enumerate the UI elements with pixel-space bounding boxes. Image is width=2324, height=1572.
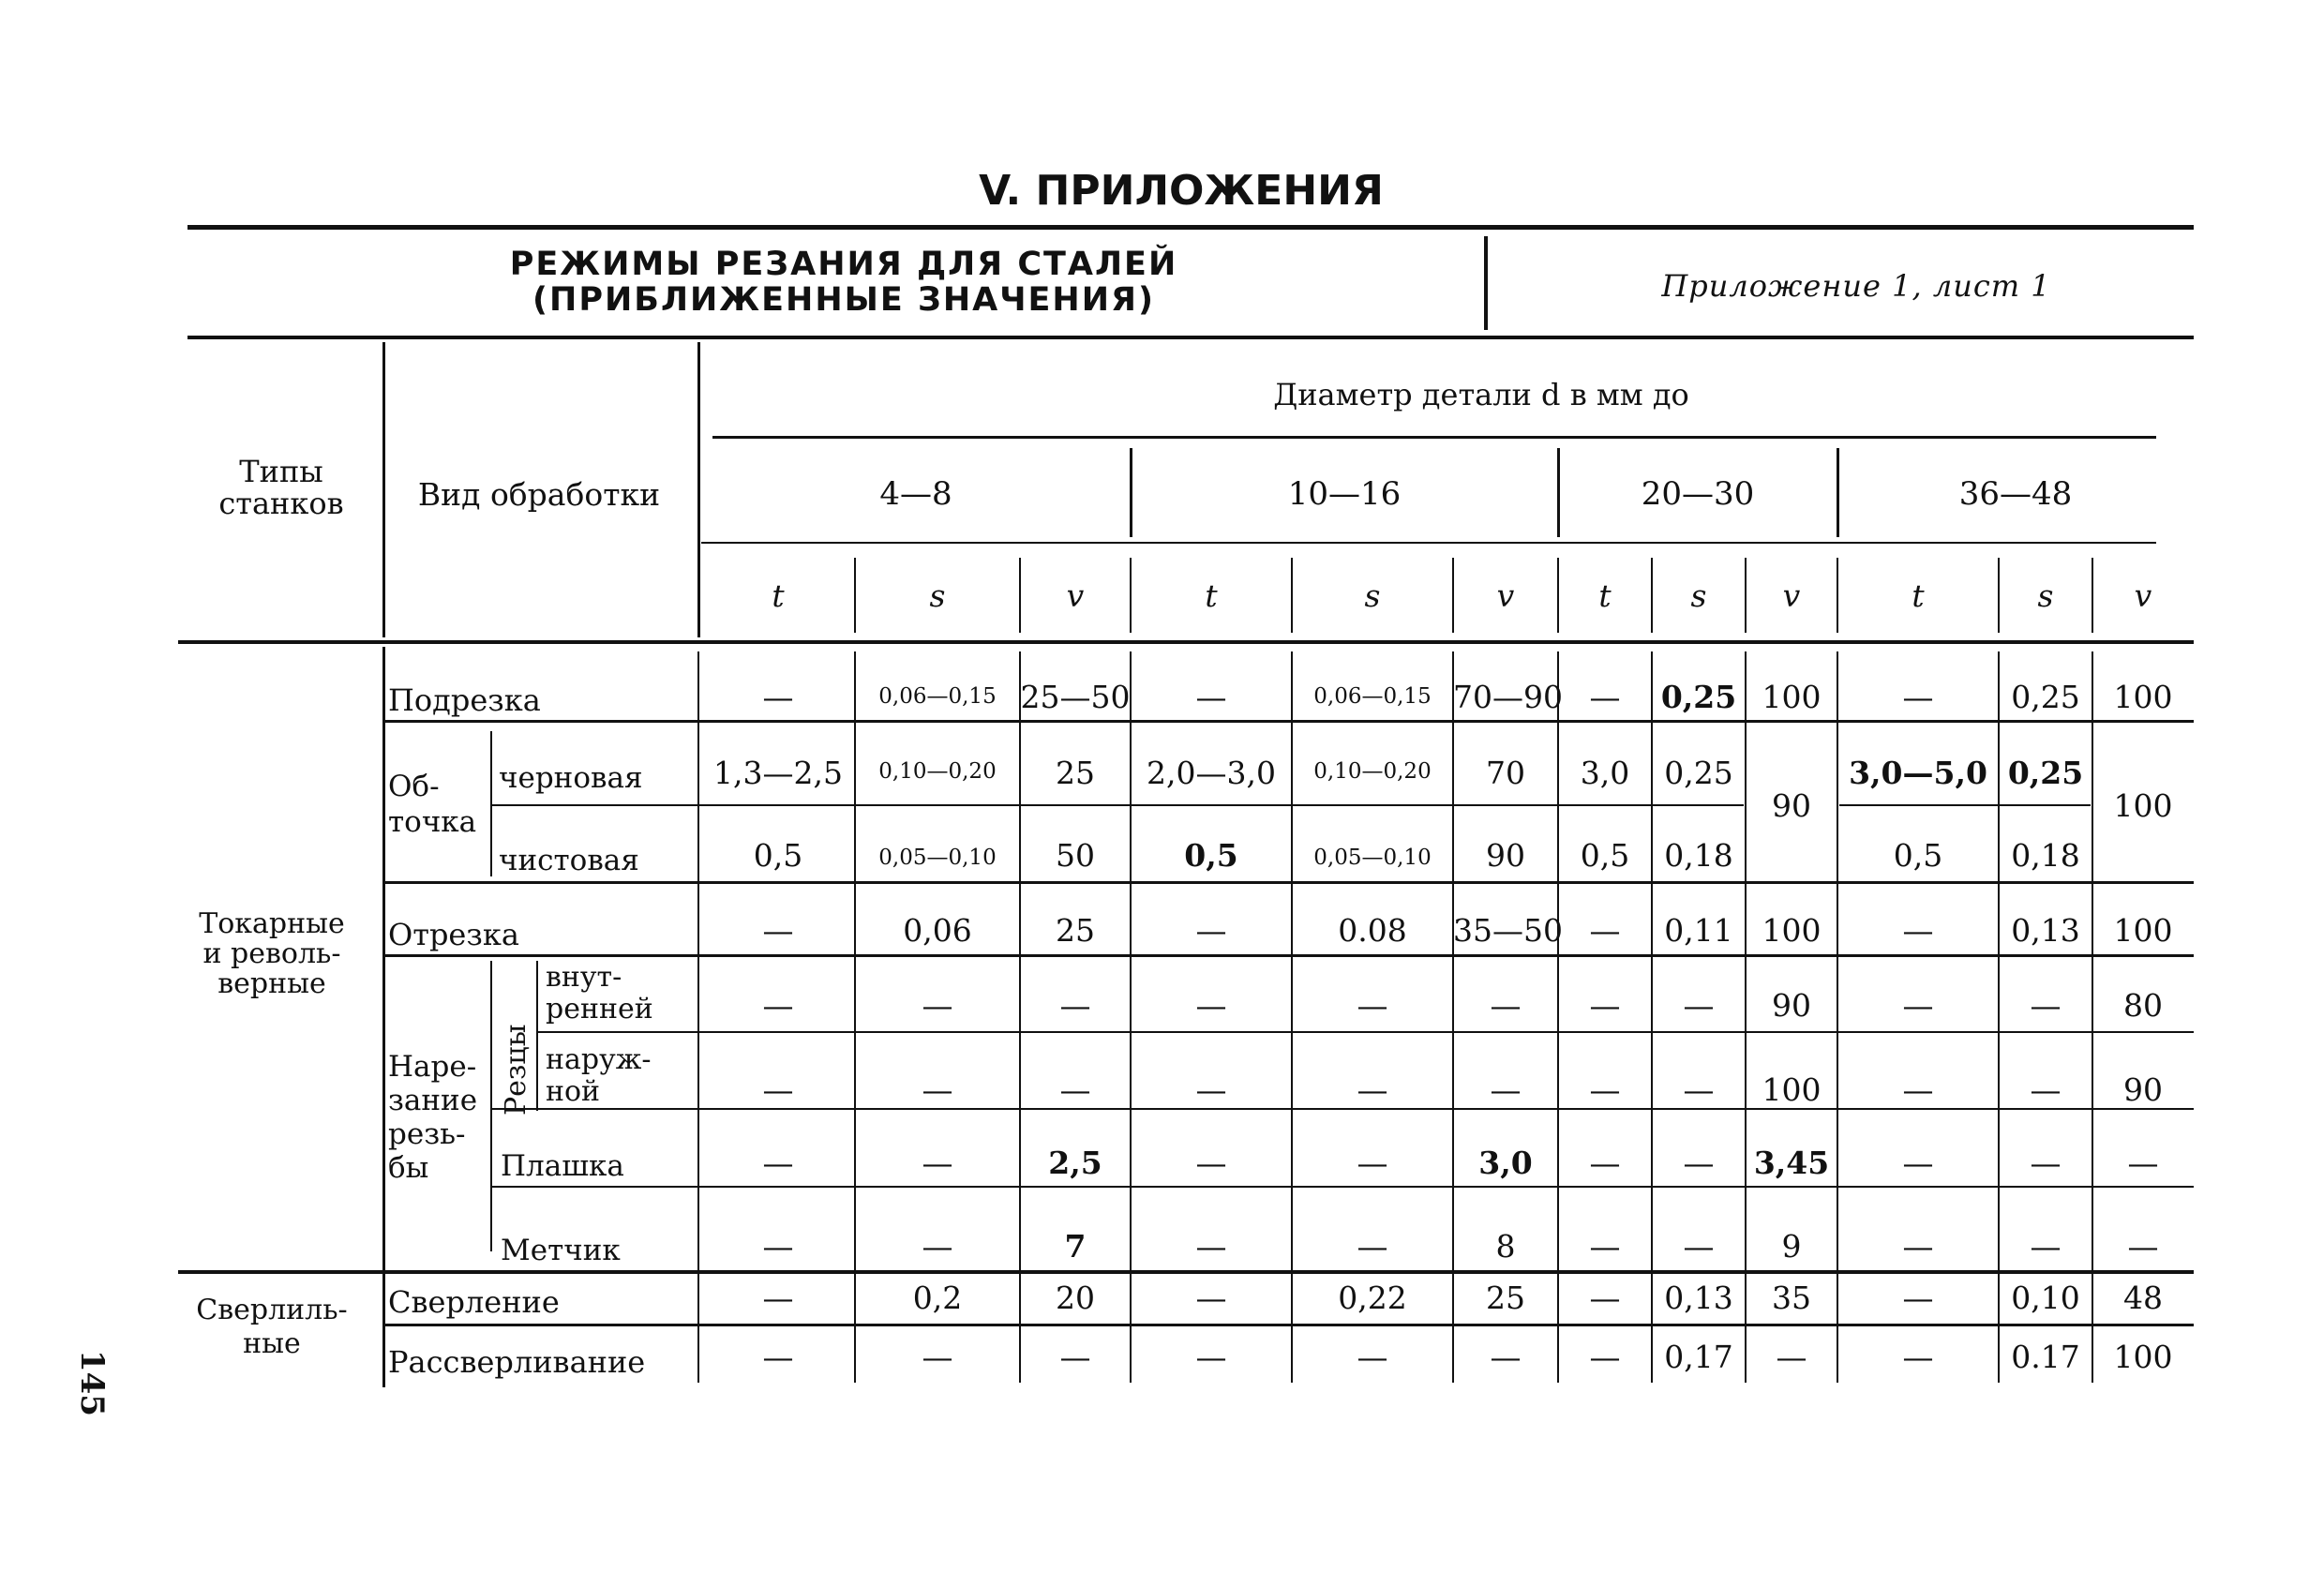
cell-otrezka: 100 <box>2113 912 2173 949</box>
cell-chernovaya: 0,25 <box>1664 755 1733 791</box>
cell-sverlenie: 48 <box>2123 1280 2163 1316</box>
rule-under-title <box>187 336 2194 339</box>
param-header: v <box>1496 577 1515 614</box>
cell-rassverlivanie: — <box>1589 1339 1621 1375</box>
cell-plashka: — <box>2030 1145 2062 1181</box>
cell-otrezka: 0,13 <box>2011 912 2080 949</box>
cell-rassverlivanie: — <box>1902 1339 1934 1375</box>
cell-metchik: — <box>922 1228 953 1265</box>
cell-chernovaya: 70 <box>1486 755 1525 791</box>
cell-chistovaya: 0,5 <box>753 837 803 874</box>
row-rule <box>384 720 2194 723</box>
cell-sverlenie: — <box>1589 1280 1621 1316</box>
cell-plashka: — <box>2127 1145 2159 1181</box>
cell-naruzhnoy: — <box>922 1071 953 1108</box>
cell-vnutrenney: — <box>1902 987 1934 1024</box>
cell-metchik: — <box>1357 1228 1388 1265</box>
row-rule <box>384 881 2194 884</box>
section-title: V. ПРИЛОЖЕНИЯ <box>979 167 1384 215</box>
header-machine-types: Типы станков <box>218 454 344 521</box>
label-rassverlivanie: Рассверливание <box>388 1344 646 1380</box>
cell-naruzhnoy: — <box>1683 1071 1715 1108</box>
group-sep-1 <box>1130 448 1132 537</box>
cell-plashka: 2,5 <box>1048 1145 1102 1181</box>
param-header: v <box>1066 577 1085 614</box>
cell-chistovaya: 50 <box>1056 837 1095 874</box>
cell-rassverlivanie: — <box>1195 1339 1227 1375</box>
cell-chernovaya: 3,0—5,0 <box>1849 755 1987 791</box>
group-sep-2 <box>1557 448 1560 537</box>
cell-metchik: 7 <box>1064 1228 1087 1265</box>
label-chistovaya: чистовая <box>499 844 639 877</box>
row-rule-obtochka-mid-2 <box>1839 804 2091 806</box>
cell-rassverlivanie: 0,17 <box>1664 1339 1733 1375</box>
cell-chistovaya: 0,05—0,10 <box>878 846 997 870</box>
cell-naruzhnoy: — <box>1902 1071 1934 1108</box>
param-header: t <box>1598 577 1612 614</box>
cell-metchik: — <box>1902 1228 1934 1265</box>
cell-naruzhnoy: — <box>1589 1071 1621 1108</box>
cell-naruzhnoy: — <box>1357 1071 1388 1108</box>
cell-metchik: — <box>1589 1228 1621 1265</box>
cell-chistovaya: 0,18 <box>1664 837 1733 874</box>
header-op-col-line <box>697 342 700 637</box>
cell-podrezka: — <box>1195 679 1227 715</box>
cell-chistovaya: 0,05—0,10 <box>1313 846 1432 870</box>
cell-chistovaya: 0,18 <box>2011 837 2080 874</box>
cell-naruzhnoy: — <box>2030 1071 2062 1108</box>
cell-metchik: — <box>1195 1228 1227 1265</box>
cell-rassverlivanie: — <box>1059 1339 1091 1375</box>
cell-vnutrenney: — <box>2030 987 2062 1024</box>
label-reztsy: Резцы <box>500 1024 532 1115</box>
cell-chistovaya: 0,5 <box>1893 837 1943 874</box>
cell-vnutrenney: 90 <box>1772 987 1811 1024</box>
cell-vnutrenney: — <box>1683 987 1715 1024</box>
narezanie-sub-line <box>490 961 492 1251</box>
cell-chistovaya: 0,5 <box>1184 837 1238 874</box>
param-sep <box>1837 558 1838 633</box>
cell-vnutrenney: — <box>1490 987 1522 1024</box>
cell-sverlenie: 20 <box>1056 1280 1095 1316</box>
cell-sverlenie: 35 <box>1772 1280 1811 1316</box>
cell-otrezka: 0.08 <box>1338 912 1407 949</box>
cell-sverlenie: 0,13 <box>1664 1280 1733 1316</box>
param-sep <box>2092 558 2093 633</box>
reztsy-sub-line <box>536 961 538 1111</box>
param-header: s <box>1690 577 1707 614</box>
cell-sverlenie: — <box>1195 1280 1227 1316</box>
section-rule <box>178 1270 2194 1274</box>
cell-otrezka: — <box>762 912 794 949</box>
label-podrezka: Подрезка <box>388 682 541 718</box>
cell-obtochka-merged: 90 <box>1772 787 1811 824</box>
header-diam-rule <box>712 436 2156 439</box>
label-vnutrenney: внут- ренней <box>546 961 653 1026</box>
label-sverlenie: Сверление <box>388 1284 560 1320</box>
group-drilling: Сверлиль- ные <box>196 1294 348 1360</box>
cell-podrezka: — <box>1902 679 1934 715</box>
cell-plashka: 3,45 <box>1753 1145 1830 1181</box>
cell-otrezka: — <box>1902 912 1934 949</box>
cell-podrezka: 0,06—0,15 <box>878 684 997 709</box>
param-sep <box>1745 558 1747 633</box>
row-rule <box>492 1108 2194 1110</box>
header-group-rule <box>701 542 2156 544</box>
cell-otrezka: 35—50 <box>1453 912 1563 949</box>
cell-rassverlivanie: — <box>762 1339 794 1375</box>
cell-chernovaya: 25 <box>1056 755 1095 791</box>
body-label-left-line <box>382 647 385 1387</box>
param-header: s <box>929 577 946 614</box>
cell-podrezka: 0,06—0,15 <box>1313 684 1432 709</box>
param-sep <box>1452 558 1454 633</box>
param-sep <box>1019 558 1021 633</box>
cell-chernovaya: 0,10—0,20 <box>878 759 997 784</box>
cell-podrezka: 0,25 <box>1660 679 1737 715</box>
row-rule-obtochka-mid <box>492 804 1744 806</box>
appendix-ref: Приложение 1, лист 1 <box>1661 268 2051 304</box>
table-title-line1: РЕЖИМЫ РЕЗАНИЯ ДЛЯ СТАЛЕЙ <box>509 246 1178 283</box>
cell-vnutrenney: — <box>922 987 953 1024</box>
cell-sverlenie: — <box>1902 1280 1934 1316</box>
group-label-10-16: 10—16 <box>1287 475 1402 513</box>
cell-otrezka: 0,11 <box>1664 912 1733 949</box>
param-sep <box>1651 558 1653 633</box>
cell-sverlenie: 25 <box>1486 1280 1525 1316</box>
table-title-line2: (ПРИБЛИЖЕННЫЕ ЗНАЧЕНИЯ) <box>532 281 1155 319</box>
label-chernovaya: черновая <box>499 761 643 795</box>
param-header: v <box>1782 577 1801 614</box>
cell-metchik: — <box>2030 1228 2062 1265</box>
label-metchik: Метчик <box>501 1234 621 1267</box>
label-plashka: Плашка <box>501 1149 624 1183</box>
cell-rassverlivanie: — <box>1357 1339 1388 1375</box>
cell-vnutrenney: — <box>1589 987 1621 1024</box>
label-naruzhnoy: наруж- ной <box>546 1043 652 1108</box>
param-header: s <box>1364 577 1381 614</box>
cell-sverlenie: — <box>762 1280 794 1316</box>
cell-plashka: — <box>922 1145 953 1181</box>
cell-otrezka: 25 <box>1056 912 1095 949</box>
cell-chernovaya: 0,25 <box>2007 755 2084 791</box>
cell-podrezka: 100 <box>1762 679 1822 715</box>
cell-vnutrenney: 80 <box>2123 987 2163 1024</box>
label-obtochka: Об- точка <box>388 770 477 839</box>
param-header: t <box>1205 577 1218 614</box>
cell-rassverlivanie: — <box>922 1339 953 1375</box>
group-turning: Токарные и револь- верные <box>199 907 345 1000</box>
group-sep-3 <box>1837 448 1839 537</box>
cell-naruzhnoy: — <box>1490 1071 1522 1108</box>
cell-plashka: — <box>1589 1145 1621 1181</box>
row-rule <box>384 1324 2194 1326</box>
cell-plashka: — <box>1683 1145 1715 1181</box>
cell-metchik: — <box>2127 1228 2159 1265</box>
cell-plashka: — <box>1357 1145 1388 1181</box>
cell-naruzhnoy: 90 <box>2123 1071 2163 1108</box>
cell-podrezka: 25—50 <box>1020 679 1131 715</box>
cell-otrezka: 0,06 <box>903 912 972 949</box>
cell-plashka: — <box>1195 1145 1227 1181</box>
cell-metchik: — <box>762 1228 794 1265</box>
cell-vnutrenney: — <box>1195 987 1227 1024</box>
cell-naruzhnoy: 100 <box>1762 1071 1822 1108</box>
header-diameter: Диаметр детали d в мм до <box>1273 377 1689 412</box>
row-rule <box>384 954 2194 957</box>
param-sep <box>1998 558 2000 633</box>
cell-podrezka: — <box>762 679 794 715</box>
cell-metchik: — <box>1683 1228 1715 1265</box>
header-bottom-rule <box>178 640 2194 644</box>
cell-naruzhnoy: — <box>762 1071 794 1108</box>
page-number: 145 <box>73 1350 111 1416</box>
cell-naruzhnoy: — <box>1195 1071 1227 1108</box>
cell-metchik: 8 <box>1495 1228 1516 1265</box>
cell-vnutrenney: — <box>1357 987 1388 1024</box>
cell-chistovaya: 90 <box>1486 837 1525 874</box>
group-label-36-48: 36—48 <box>1958 475 2073 513</box>
header-left-col-line <box>382 342 385 637</box>
cell-rassverlivanie: — <box>1776 1339 1807 1375</box>
param-header: t <box>1912 577 1925 614</box>
cell-chernovaya: 2,0—3,0 <box>1147 755 1276 791</box>
cell-sverlenie: 0,2 <box>912 1280 963 1316</box>
cell-otrezka: 100 <box>1762 912 1822 949</box>
title-divider <box>1484 236 1488 330</box>
cell-metchik: 9 <box>1781 1228 1802 1265</box>
label-narezanie: Наре- зание резь- бы <box>388 1050 478 1185</box>
cell-plashka: 3,0 <box>1478 1145 1533 1181</box>
group-label-20-30: 20—30 <box>1641 475 1755 513</box>
cell-plashka: — <box>1902 1145 1934 1181</box>
header-operation: Вид обработки <box>417 476 661 513</box>
cell-rassverlivanie: 0.17 <box>2011 1339 2080 1375</box>
cell-sverlenie: 0,10 <box>2011 1280 2080 1316</box>
label-otrezka: Отрезка <box>388 917 519 952</box>
cell-rassverlivanie: 100 <box>2113 1339 2173 1375</box>
cell-chistovaya: 0,5 <box>1580 837 1630 874</box>
cell-podrezka: 70—90 <box>1453 679 1563 715</box>
param-header: t <box>772 577 785 614</box>
group-label-4-8: 4—8 <box>879 475 952 513</box>
param-sep <box>1557 558 1559 633</box>
param-sep <box>1291 558 1293 633</box>
cell-rassverlivanie: — <box>1490 1339 1522 1375</box>
cell-chernovaya: 3,0 <box>1580 755 1630 791</box>
param-sep <box>1130 558 1132 633</box>
cell-sverlenie: 0,22 <box>1338 1280 1407 1316</box>
param-sep <box>854 558 856 633</box>
cell-vnutrenney: — <box>762 987 794 1024</box>
row-rule <box>492 1186 2194 1188</box>
cell-plashka: — <box>762 1145 794 1181</box>
row-rule-reztsy-mid <box>538 1031 2194 1033</box>
cell-otrezka: — <box>1589 912 1621 949</box>
cell-naruzhnoy: — <box>1059 1071 1091 1108</box>
cell-podrezka: 100 <box>2113 679 2173 715</box>
param-header: s <box>2037 577 2054 614</box>
cell-vnutrenney: — <box>1059 987 1091 1024</box>
cell-obtochka-merged: 100 <box>2113 787 2173 824</box>
param-header: v <box>2134 577 2152 614</box>
cell-chernovaya: 0,10—0,20 <box>1313 759 1432 784</box>
cell-podrezka: 0,25 <box>2011 679 2080 715</box>
rule-top <box>187 225 2194 230</box>
cell-podrezka: — <box>1589 679 1621 715</box>
cell-otrezka: — <box>1195 912 1227 949</box>
cell-chernovaya: 1,3—2,5 <box>713 755 843 791</box>
